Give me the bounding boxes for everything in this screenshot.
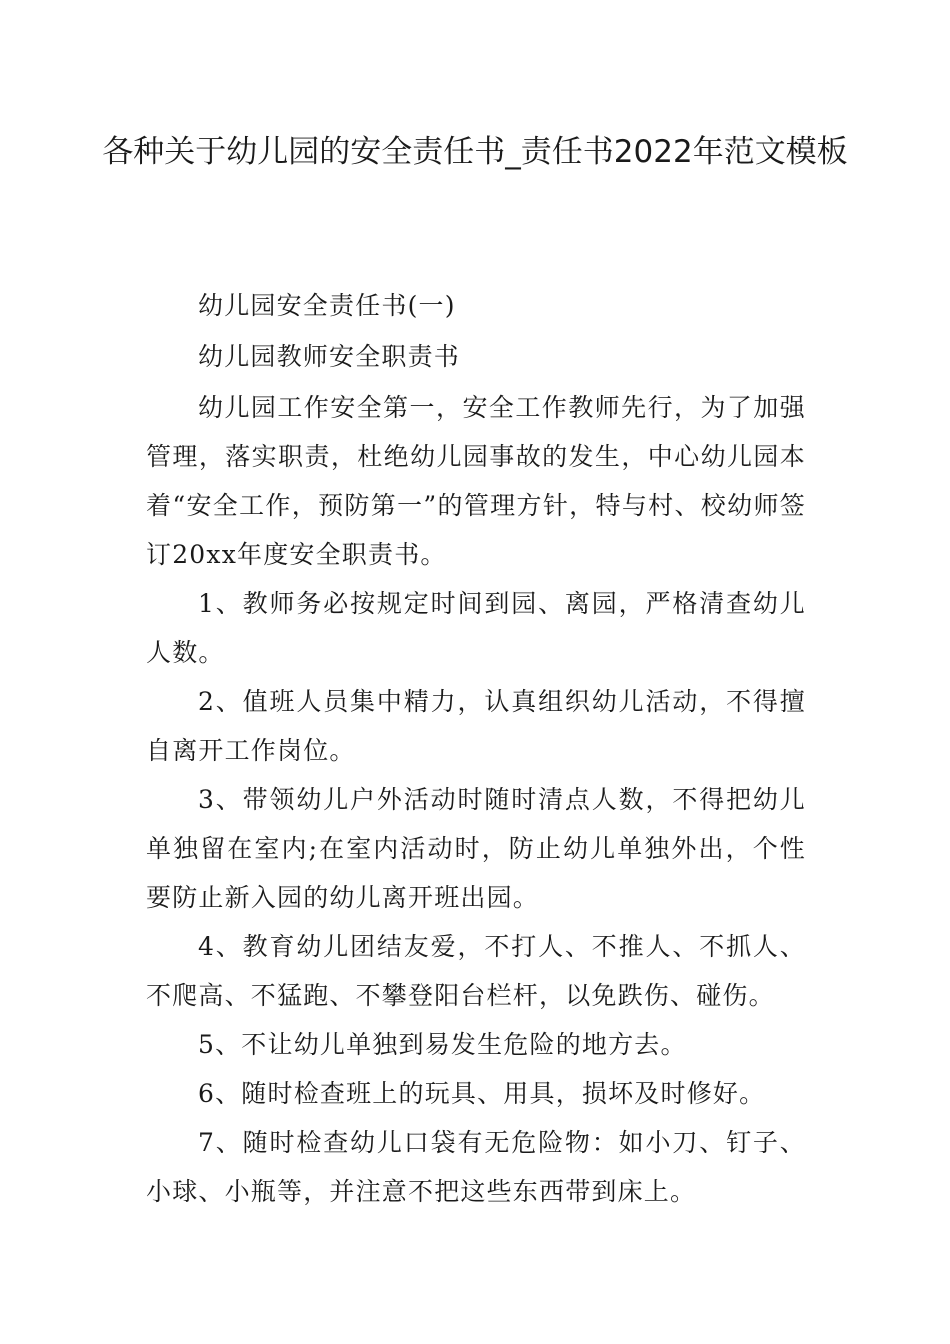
section-heading: 幼儿园安全责任书(一)	[198, 291, 456, 320]
list-item-3: 3、带领幼儿户外活动时随时清点人数，不得把幼儿单独留在室内;在室内活动时，防止幼儿单独外出，个性要防止新入园的幼儿离开班出园。	[146, 785, 806, 912]
document-body	[146, 281, 806, 1216]
list-item-2: 2、值班人员集中精力，认真组织幼儿活动，不得擅自离开工作岗位。	[146, 687, 806, 765]
intro-paragraph: 幼儿园工作安全第一，安全工作教师先行，为了加强管理，落实职责，杜绝幼儿园事故的发生，中心幼儿园本着“安全工作，预防第一”的管理方针，特与村、校幼师签订20xx年度安全职责书。	[146, 393, 806, 569]
list-item-4: 4、教育幼儿团结友爱，不打人、不推人、不抓人、不爬高、不猛跑、不攀登阳台栏杆，以免跌伤、碰伤。	[146, 932, 806, 1010]
document-title: 各种关于幼儿园的安全责任书_责任书2022年范文模板	[102, 134, 848, 170]
subsection-heading: 幼儿园教师安全职责书	[198, 342, 461, 371]
list-item-7: 7、随时检查幼儿口袋有无危险物：如小刀、钉子、小球、小瓶等，并注意不把这些东西带到床上。	[146, 1128, 806, 1206]
list-item-1: 1、教师务必按规定时间到园、离园，严格清查幼儿人数。	[146, 589, 806, 667]
list-item-5: 5、不让幼儿单独到易发生危险的地方去。	[198, 1030, 687, 1059]
list-item-6: 6、随时检查班上的玩具、用具，损坏及时修好。	[198, 1079, 766, 1108]
